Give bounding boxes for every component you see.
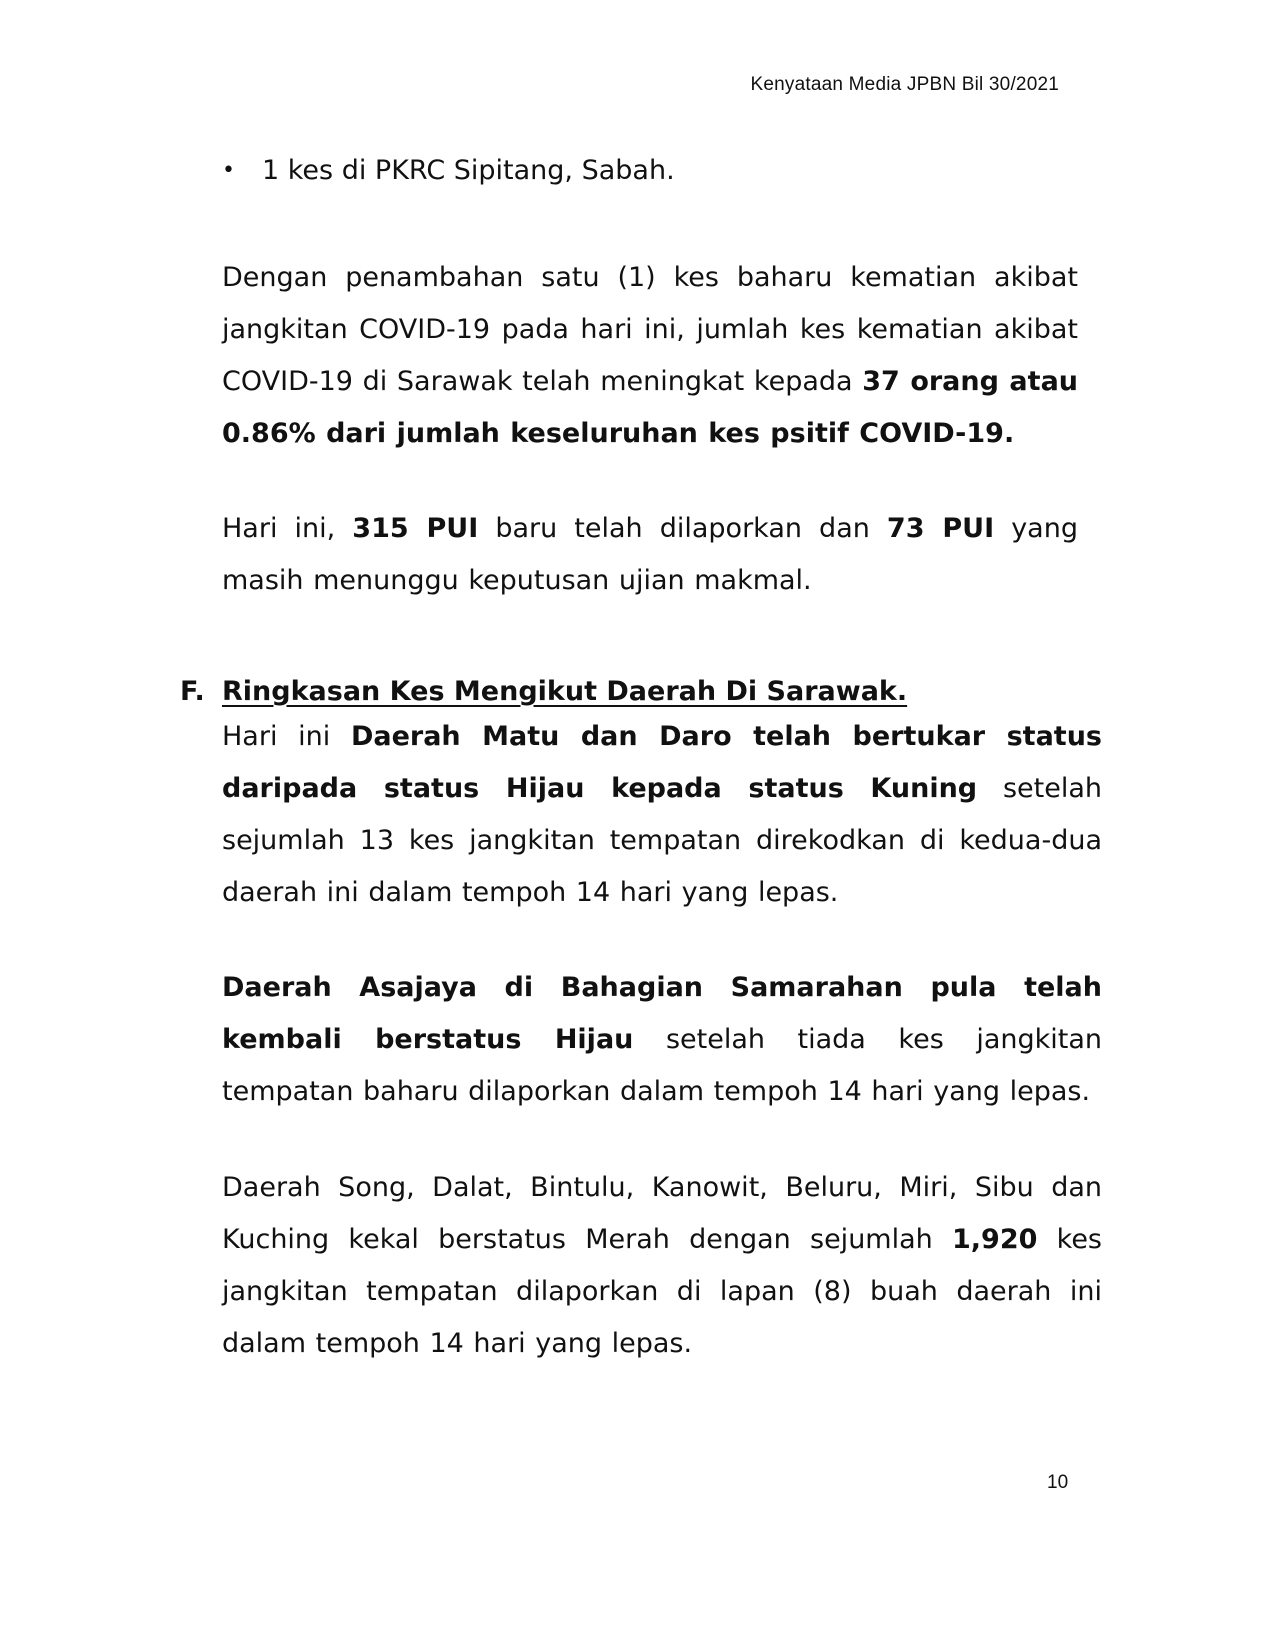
paragraph-asajaya (222, 962, 1102, 1118)
paragraph-text: setelah tiada kes jangkitan tempatan baharu dilaporkan dalam tempoh 14 hari yang lepas. (222, 1024, 1102, 1107)
paragraph-text: Dengan penambahan satu (1) kes baharu kematian akibat jangkitan COVID-19 pada hari ini, jumlah kes kematian akibat COVID-19 di Sarawak telah meningkat kepada (222, 262, 1078, 397)
paragraph-death-cases (222, 252, 1078, 460)
paragraph-bold: 73 PUI (886, 513, 995, 544)
paragraph-text: Hari ini (222, 721, 351, 752)
paragraph-bold: Daerah Matu dan Daro telah bertukar status daripada status Hijau kepada status Kuning (222, 721, 1103, 804)
paragraph-bold: 1,920 (952, 1224, 1038, 1255)
section-title: Ringkasan Kes Mengikut Daerah Di Sarawak. (222, 676, 908, 707)
paragraph-bold: 315 PUI (352, 513, 479, 544)
bullet-marker: • (222, 158, 235, 183)
bullet-item (222, 151, 675, 191)
section-letter: F. (180, 676, 205, 707)
section-heading (180, 672, 907, 712)
bullet-text: 1 kes di PKRC Sipitang, Sabah. (262, 155, 675, 186)
paragraph-text: baru telah dilaporkan dan (478, 513, 887, 544)
paragraph-pui (222, 503, 1078, 607)
page-header: Kenyataan Media JPBN Bil 30/2021 (750, 74, 1059, 95)
paragraph-red-districts (222, 1162, 1102, 1370)
paragraph-text: Daerah Song, Dalat, Bintulu, Kanowit, Beluru, Miri, Sibu dan Kuching kekal berstatus Merah dengan sejumlah (222, 1172, 1102, 1255)
paragraph-text: setelah sejumlah 13 kes jangkitan tempatan direkodkan di kedua-dua daerah ini dalam tempoh 14 hari yang lepas. (222, 773, 1102, 908)
paragraph-text: yang masih menunggu keputusan ujian makmal. (222, 513, 1078, 596)
paragraph-text: kes jangkitan tempatan dilaporkan di lapan (8) buah daerah ini dalam tempoh 14 hari yang lepas. (222, 1224, 1102, 1359)
page-number: 10 (1047, 1472, 1069, 1493)
paragraph-text: Hari ini, (222, 513, 353, 544)
paragraph-bold: 37 orang atau 0.86% dari jumlah keseluruhan kes psitif COVID-19. (222, 366, 1079, 449)
paragraph-bold: Daerah Asajaya di Bahagian Samarahan pula telah kembali berstatus Hijau (222, 972, 1102, 1055)
paragraph-matu-daro (222, 711, 1102, 919)
